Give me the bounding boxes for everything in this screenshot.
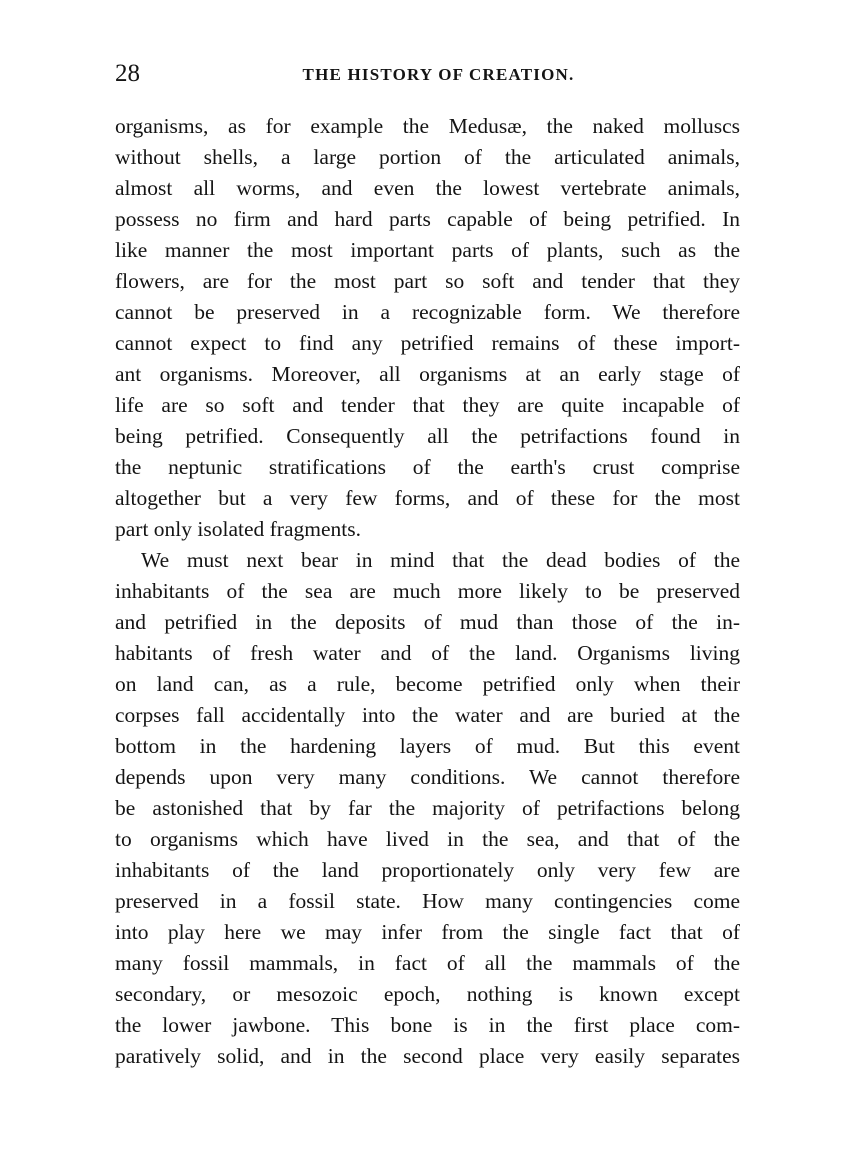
text-line: into play here we may infer from the single fact that of	[115, 920, 740, 944]
text-line: many fossil mammals, in fact of all the mammals of the	[115, 951, 740, 975]
text-line: without shells, a large portion of the articulated animals,	[115, 145, 740, 169]
text-line: almost all worms, and even the lowest vertebrate animals,	[115, 176, 740, 200]
text-line: corpses fall accidentally into the water and are buried at the	[115, 703, 740, 727]
text-line: possess no firm and hard parts capable of being petrified. In	[115, 207, 740, 231]
text-line: the neptunic stratifications of the earth's crust comprise	[115, 455, 740, 479]
text-line: ant organisms. Moreover, all organisms at an early stage of	[115, 362, 740, 386]
running-title: THE HISTORY OF CREATION.	[302, 65, 575, 84]
text-line: and petrified in the deposits of mud than those of the in-	[115, 610, 740, 634]
page-number: 28	[115, 60, 140, 87]
text-line: be astonished that by far the majority of petrifactions belong	[115, 796, 740, 820]
text-line: organisms, as for example the Medusæ, the naked molluscs	[115, 114, 740, 138]
text-line: like manner the most important parts of plants, such as the	[115, 238, 740, 262]
text-line: We must next bear in mind that the dead bodies of the	[141, 548, 740, 572]
page-header	[115, 58, 740, 92]
text-line: on land can, as a rule, become petrified only when their	[115, 672, 740, 696]
text-line: to organisms which have lived in the sea, and that of the	[115, 827, 740, 851]
text-line: paratively solid, and in the second place very easily separates	[115, 1044, 740, 1068]
paragraph-2	[115, 545, 740, 1072]
text-line: inhabitants of the sea are much more likely to be preserved	[115, 579, 740, 603]
text-line: bottom in the hardening layers of mud. But this event	[115, 734, 740, 758]
text-line: part only isolated fragments.	[115, 517, 361, 541]
text-line: the lower jawbone. This bone is in the first place com-	[115, 1013, 740, 1037]
text-line: habitants of fresh water and of the land. Organisms living	[115, 641, 740, 665]
text-line: flowers, are for the most part so soft and tender that they	[115, 269, 740, 293]
paragraph-1	[115, 111, 740, 545]
text-line: preserved in a fossil state. How many contingencies come	[115, 889, 740, 913]
text-line: cannot expect to find any petrified remains of these import-	[115, 331, 740, 355]
text-line: altogether but a very few forms, and of these for the most	[115, 486, 740, 510]
text-line: depends upon very many conditions. We cannot therefore	[115, 765, 740, 789]
text-line: cannot be preserved in a recognizable form. We therefore	[115, 300, 740, 324]
body-text	[115, 111, 740, 1072]
text-line: life are so soft and tender that they are quite incapable of	[115, 393, 740, 417]
text-line: inhabitants of the land proportionately only very few are	[115, 858, 740, 882]
text-line: being petrified. Consequently all the petrifactions found in	[115, 424, 740, 448]
text-line: secondary, or mesozoic epoch, nothing is known except	[115, 982, 740, 1006]
